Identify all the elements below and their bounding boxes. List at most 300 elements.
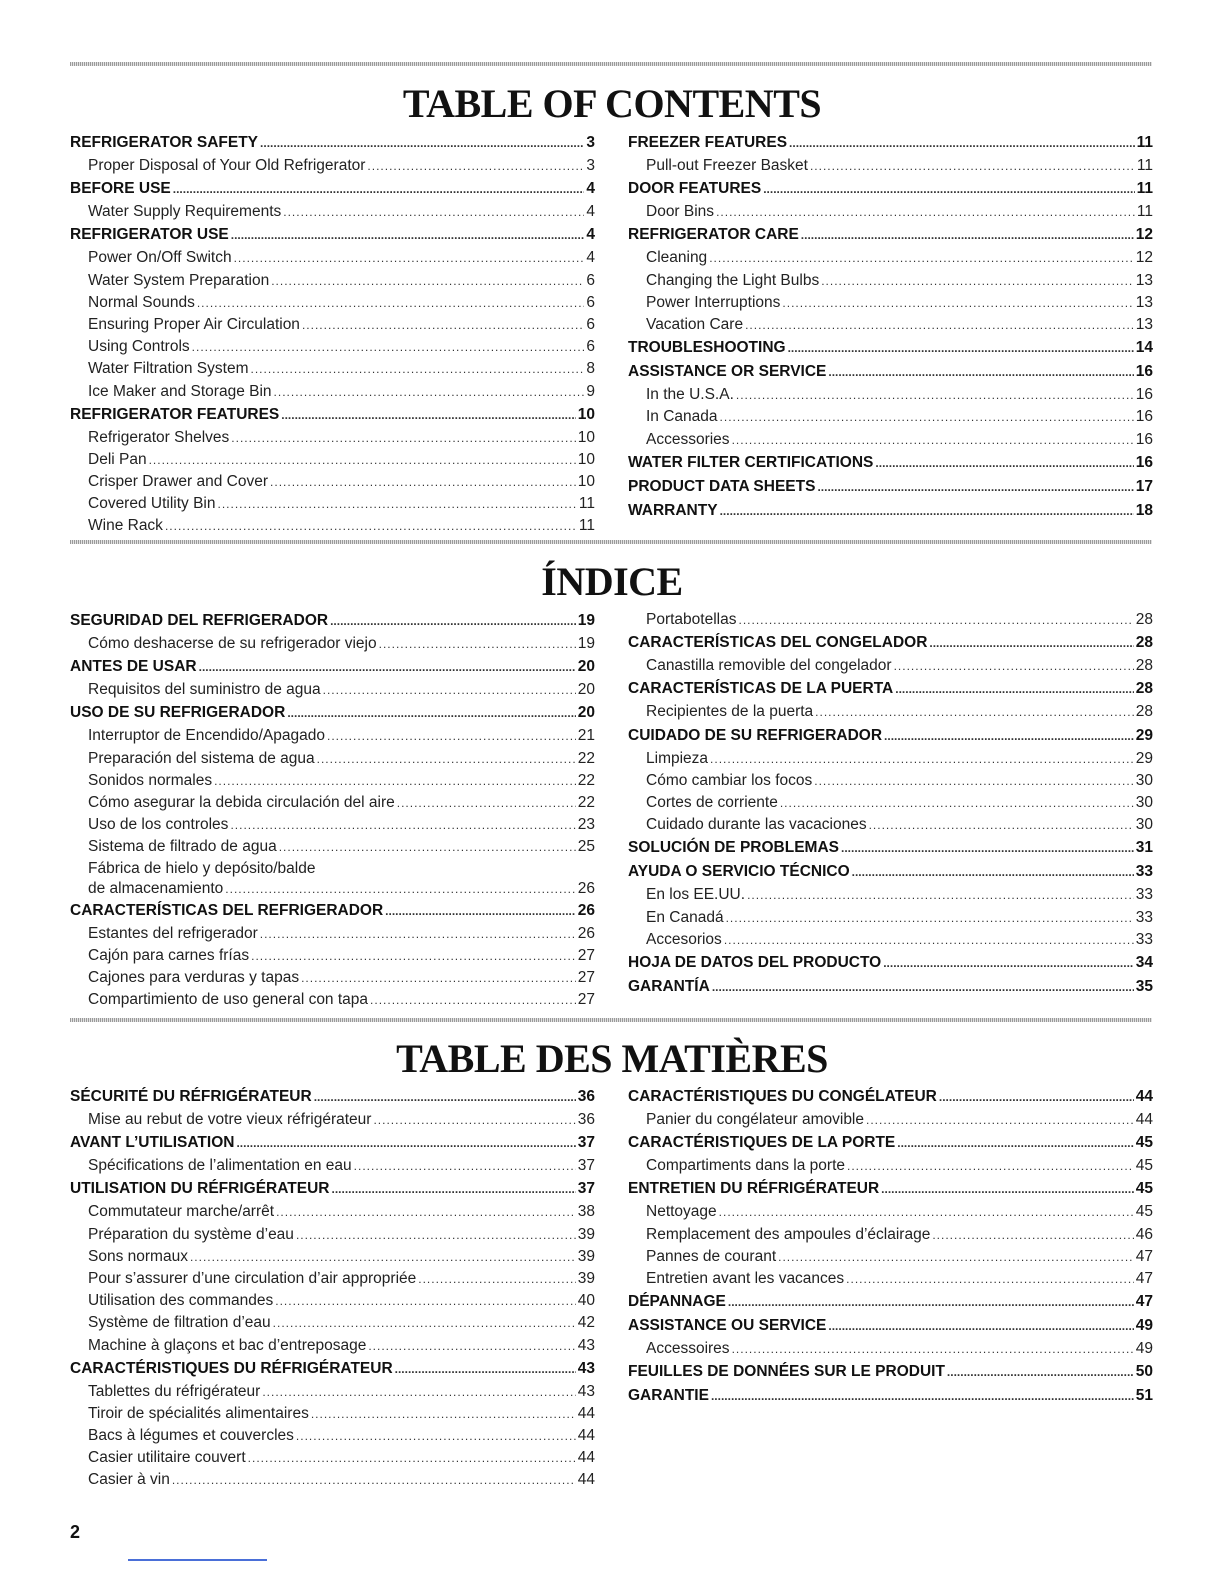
- toc-section-entry[interactable]: [628, 836, 1153, 860]
- entry-page-number: 8: [586, 360, 595, 378]
- entry-label: REFRIGERATOR CARE: [628, 226, 799, 244]
- entry-label: ASSISTANCE OU SERVICE: [628, 1317, 827, 1335]
- entry-page-number: 6: [586, 271, 595, 289]
- toc-entry[interactable]: [70, 836, 595, 858]
- toc-section-entry[interactable]: [628, 360, 1153, 384]
- entry-label: Power Interruptions: [646, 293, 781, 311]
- entry-page-number: 21: [577, 727, 595, 745]
- dot-leader: [199, 655, 576, 679]
- entry-label: Changing the Light Bulbs: [646, 271, 820, 289]
- toc-entry[interactable]: [70, 923, 595, 945]
- entry-label: Casier à vin: [88, 1471, 170, 1489]
- tdm-left-column: [70, 1085, 595, 1492]
- toc-section-entry[interactable]: [70, 223, 595, 247]
- toc-section-entry[interactable]: [628, 860, 1153, 884]
- entry-label: En Canadá: [646, 908, 724, 926]
- toc-entry[interactable]: [70, 314, 595, 336]
- entry-label: HOJA DE DATOS DEL PRODUCTO: [628, 953, 882, 971]
- dot-leader: [165, 515, 577, 537]
- toc-entry[interactable]: [628, 701, 1153, 723]
- dot-leader: [929, 631, 1133, 655]
- entry-label: SÉCURITÉ DU RÉFRIGÉRATEUR: [70, 1088, 312, 1105]
- toc-entry[interactable]: [70, 748, 595, 770]
- entry-label: Proper Disposal of Your Old Refrigerator: [88, 157, 366, 174]
- entry-page-number: 26: [577, 924, 595, 942]
- dot-leader: [763, 177, 1134, 201]
- entry-label: REFRIGERATOR FEATURES: [70, 405, 280, 423]
- dot-leader: [841, 836, 1134, 860]
- entry-label: AYUDA O SERVICIO TÉCNICO: [628, 863, 850, 881]
- dot-leader: [197, 292, 585, 314]
- entry-label: TROUBLESHOOTING: [628, 339, 786, 357]
- entry-label: Sonidos normales: [88, 771, 213, 789]
- entry-page-number: 36: [577, 1111, 595, 1128]
- entry-label: Tiroir de spécialités alimentaires: [88, 1404, 309, 1422]
- toc-entry[interactable]: [628, 247, 1153, 269]
- entry-page-number: 42: [577, 1314, 595, 1332]
- entry-label: Cuidado durante las vacaciones: [646, 816, 867, 834]
- indice-right-column: [628, 609, 1153, 999]
- toc-section-entry[interactable]: [70, 177, 595, 201]
- toc-entry[interactable]: [628, 929, 1153, 951]
- toc-entry[interactable]: [70, 1469, 595, 1491]
- entry-page-number: 13: [1135, 315, 1153, 333]
- entry-label: FREEZER FEATURES: [628, 134, 788, 151]
- entry-page-number: 4: [586, 180, 595, 198]
- dot-leader: [883, 951, 1134, 975]
- entry-label: CARACTÉRISTIQUES DE LA PORTE: [628, 1134, 896, 1152]
- dot-leader: [724, 929, 1134, 951]
- entry-label: Sons normaux: [88, 1247, 188, 1265]
- entry-page-number: 22: [577, 793, 595, 811]
- toc-entry[interactable]: [70, 1335, 595, 1357]
- toc-entry[interactable]: [70, 1447, 595, 1469]
- dot-leader: [225, 879, 575, 899]
- toc-section-entry[interactable]: [70, 1131, 595, 1155]
- dot-leader: [395, 1357, 576, 1381]
- entry-page-number: 16: [1135, 386, 1153, 404]
- section-divider-1: [70, 540, 1152, 544]
- toc-entry[interactable]: [628, 1338, 1153, 1360]
- dot-leader: [852, 860, 1134, 884]
- toc-section-entry[interactable]: [628, 951, 1153, 975]
- dot-leader: [251, 945, 576, 967]
- toc-entry[interactable]: [70, 292, 595, 314]
- entry-page-number: 30: [1135, 771, 1153, 789]
- toc-section-entry[interactable]: [70, 131, 595, 155]
- toc-entry[interactable]: [70, 358, 595, 380]
- entry-page-number: 4: [586, 249, 595, 267]
- entry-page-number: 33: [1135, 930, 1153, 948]
- toc-entry[interactable]: [70, 1268, 595, 1290]
- entry-label: Panier du congélateur amovible: [646, 1111, 864, 1128]
- entry-label: Sistema de filtrado de agua: [88, 838, 277, 856]
- toc-entry[interactable]: [70, 967, 595, 989]
- entry-page-number: 6: [586, 293, 595, 311]
- entry-label: Water Supply Requirements: [88, 203, 282, 221]
- toc-entry[interactable]: [628, 314, 1153, 336]
- entry-label: GARANTIE: [628, 1387, 709, 1405]
- toc-section-entry[interactable]: [628, 336, 1153, 360]
- dot-leader: [276, 1201, 576, 1223]
- entry-label: DÉPANNAGE: [628, 1293, 726, 1311]
- toc-entry[interactable]: [70, 247, 595, 269]
- toc-entry[interactable]: [70, 381, 595, 403]
- dot-leader: [720, 499, 1134, 523]
- toc-entry[interactable]: [628, 1201, 1153, 1223]
- entry-page-number: 39: [577, 1225, 595, 1243]
- toc-entry[interactable]: [70, 1246, 595, 1268]
- toc-entry[interactable]: [628, 1155, 1153, 1177]
- dot-leader: [815, 701, 1134, 723]
- entry-label: FEUILLES DE DONNÉES SUR LE PRODUIT: [628, 1363, 945, 1381]
- toc-section-entry[interactable]: [628, 724, 1153, 748]
- entry-label: CARACTERÍSTICAS DEL CONGELADOR: [628, 634, 928, 652]
- entry-label: Ice Maker and Storage Bin: [88, 382, 272, 400]
- entry-page-number: 39: [577, 1247, 595, 1265]
- toc-entry[interactable]: [70, 201, 595, 223]
- dot-leader: [732, 1338, 1134, 1360]
- toc-section-entry[interactable]: [628, 1384, 1153, 1408]
- entry-label: Pour s’assurer d’une circulation d’air appropriée: [88, 1269, 417, 1287]
- entry-label: SEGURIDAD DEL REFRIGERADOR: [70, 612, 329, 629]
- dot-leader: [248, 1447, 576, 1469]
- entry-page-number: 25: [577, 838, 595, 856]
- toc-section-entry[interactable]: [628, 475, 1153, 499]
- entry-label: Utilisation des commandes: [88, 1292, 274, 1310]
- entry-page-number: 4: [586, 226, 595, 244]
- entry-page-number: 36: [577, 1088, 595, 1105]
- toc-entry[interactable]: [70, 945, 595, 967]
- entry-label: ANTES DE USAR: [70, 658, 197, 676]
- toc-entry[interactable]: [628, 792, 1153, 814]
- toc-entry[interactable]: [70, 1425, 595, 1447]
- entry-page-number: 28: [1135, 657, 1153, 675]
- toc-entry[interactable]: [628, 609, 1153, 631]
- toc-entry[interactable]: [628, 907, 1153, 929]
- tdm-title: TABLE DES MATIÈRES: [396, 1036, 828, 1081]
- dot-leader: [821, 270, 1134, 292]
- entry-label: Wine Rack: [88, 517, 163, 535]
- dot-leader: [782, 292, 1133, 314]
- entry-page-number: 27: [577, 991, 595, 1009]
- dot-leader: [847, 1155, 1134, 1177]
- entry-page-number: 47: [1135, 1269, 1153, 1287]
- entry-label: Compartimiento de uso general con tapa: [88, 991, 369, 1009]
- entry-page-number: 49: [1135, 1317, 1153, 1335]
- entry-label: Covered Utility Bin: [88, 495, 216, 513]
- entry-page-number: 22: [577, 749, 595, 767]
- entry-page-number: 37: [577, 1157, 595, 1175]
- dot-leader: [234, 247, 585, 269]
- dot-leader: [331, 1177, 575, 1201]
- entry-page-number: 13: [1135, 293, 1153, 311]
- entry-page-number: 28: [1135, 611, 1153, 628]
- toc-entry[interactable]: [70, 449, 595, 471]
- entry-label: Accessoires: [646, 1340, 730, 1358]
- toc-entry[interactable]: [70, 155, 595, 177]
- dot-leader: [732, 429, 1134, 451]
- entry-page-number: 27: [577, 946, 595, 964]
- toc-title: TABLE OF CONTENTS: [402, 81, 822, 126]
- entry-label-continued: de almacenamiento: [88, 879, 224, 897]
- toc-section-entry[interactable]: [628, 1085, 1153, 1109]
- dot-leader: [939, 1085, 1134, 1109]
- entry-label: WARRANTY: [628, 501, 718, 519]
- entry-page-number: 11: [1136, 203, 1153, 221]
- entry-page-number: 16: [1135, 453, 1153, 471]
- dot-leader: [327, 725, 576, 747]
- toc-entry[interactable]: [628, 429, 1153, 451]
- toc-entry[interactable]: [70, 471, 595, 493]
- entry-page-number: 9: [586, 382, 595, 400]
- toc-entry[interactable]: [70, 679, 595, 701]
- toc-section-entry[interactable]: [70, 655, 595, 679]
- dot-leader: [368, 1335, 575, 1357]
- dot-leader: [330, 609, 576, 633]
- entry-label: Système de filtration d’eau: [88, 1314, 271, 1332]
- toc-entry[interactable]: [70, 989, 595, 1011]
- entry-label: SOLUCIÓN DE PROBLEMAS: [628, 839, 839, 857]
- toc-entry[interactable]: [628, 770, 1153, 792]
- toc-section-entry[interactable]: [628, 499, 1153, 523]
- toc-entry[interactable]: [70, 1290, 595, 1312]
- entry-label: Cómo deshacerse de su refrigerador viejo: [88, 635, 377, 652]
- entry-label: Compartiments dans la porte: [646, 1157, 846, 1175]
- entry-page-number: 6: [586, 315, 595, 333]
- dot-leader: [846, 1268, 1134, 1290]
- dot-leader: [149, 449, 576, 471]
- entry-label: CARACTERÍSTICAS DE LA PUERTA: [628, 680, 894, 698]
- toc-entry[interactable]: [628, 814, 1153, 836]
- entry-label: Accessories: [646, 430, 730, 448]
- dot-leader: [311, 1403, 576, 1425]
- toc-entry[interactable]: [628, 1246, 1153, 1268]
- toc-entry[interactable]: [70, 1201, 595, 1223]
- toc-entry[interactable]: [70, 1381, 595, 1403]
- toc-entry[interactable]: [70, 1403, 595, 1425]
- toc-entry[interactable]: [70, 814, 595, 836]
- dot-leader: [274, 381, 585, 403]
- entry-label: En los EE.UU.: [646, 886, 746, 904]
- toc-entry[interactable]: [628, 748, 1153, 770]
- entry-label: Fábrica de hielo y depósito/balde: [88, 859, 316, 877]
- dot-leader: [279, 836, 576, 858]
- toc-entry[interactable]: [70, 336, 595, 358]
- entry-label: USO DE SU REFRIGERADOR: [70, 704, 286, 722]
- dot-leader: [271, 270, 584, 292]
- dot-leader: [716, 201, 1135, 223]
- toc-entry[interactable]: [70, 1109, 595, 1131]
- toc-section-entry[interactable]: [628, 1131, 1153, 1155]
- entry-page-number: 19: [577, 635, 595, 652]
- toc-entry[interactable]: [628, 201, 1153, 223]
- dot-leader: [947, 1360, 1134, 1384]
- toc-section-entry[interactable]: [628, 677, 1153, 701]
- entry-page-number: 40: [577, 1292, 595, 1310]
- entry-page-number: 16: [1135, 430, 1153, 448]
- dot-leader: [354, 1155, 576, 1177]
- dot-leader: [367, 155, 584, 177]
- toc-entry[interactable]: [628, 270, 1153, 292]
- toc-section-entry[interactable]: [628, 1314, 1153, 1338]
- dot-leader: [379, 633, 576, 655]
- toc-section-entry[interactable]: [628, 223, 1153, 247]
- dot-leader: [192, 336, 585, 358]
- toc-section-entry[interactable]: [70, 403, 595, 427]
- dot-leader: [828, 360, 1133, 384]
- toc-section-entry[interactable]: [628, 631, 1153, 655]
- entry-page-number: 16: [1135, 363, 1153, 381]
- entry-label: Uso de los controles: [88, 816, 229, 834]
- entry-page-number: 30: [1135, 816, 1153, 834]
- toc-section-entry[interactable]: [628, 451, 1153, 475]
- toc-entry[interactable]: [70, 633, 595, 655]
- entry-page-number: 31: [1135, 839, 1153, 857]
- toc-left-column: [70, 131, 595, 538]
- dot-leader: [230, 814, 575, 836]
- entry-page-number: 10: [577, 473, 595, 491]
- dot-leader: [828, 1314, 1133, 1338]
- entry-label: Cortes de corriente: [646, 793, 778, 811]
- dot-leader: [231, 223, 585, 247]
- dot-leader: [866, 1109, 1134, 1131]
- dot-leader: [780, 792, 1134, 814]
- entry-label: Remplacement des ampoules d’éclairage: [646, 1225, 931, 1243]
- toc-entry[interactable]: [628, 155, 1153, 177]
- entry-page-number: 43: [577, 1359, 595, 1377]
- entry-label: Bacs à légumes et couvercles: [88, 1427, 294, 1445]
- toc-entry[interactable]: [70, 770, 595, 792]
- entry-label: Entretien avant les vacances: [646, 1269, 845, 1287]
- dot-leader: [218, 493, 577, 515]
- toc-section-entry[interactable]: [628, 1177, 1153, 1201]
- toc-entry[interactable]: [70, 1312, 595, 1334]
- entry-page-number: 19: [577, 612, 595, 629]
- toc-section-entry[interactable]: [628, 177, 1153, 201]
- entry-label: Pull-out Freezer Basket: [646, 157, 808, 174]
- entry-page-number: 44: [577, 1449, 595, 1467]
- toc-section-entry[interactable]: [70, 1085, 595, 1109]
- toc-entry[interactable]: [70, 1224, 595, 1246]
- toc-section-entry[interactable]: [70, 1177, 595, 1201]
- dot-leader: [251, 358, 585, 380]
- dot-leader: [296, 1425, 576, 1447]
- entry-label: Spécifications de l’alimentation en eau: [88, 1157, 352, 1175]
- entry-page-number: 20: [577, 658, 595, 676]
- dot-leader: [814, 770, 1133, 792]
- dot-leader: [273, 1312, 576, 1334]
- entry-label: Cómo asegurar la debida circulación del aire: [88, 793, 395, 811]
- entry-page-number: 46: [1135, 1225, 1153, 1243]
- toc-entry[interactable]: [70, 859, 595, 899]
- toc-section-entry[interactable]: [628, 975, 1153, 999]
- entry-label: Cajones para verduras y tapas: [88, 968, 300, 986]
- toc-section-entry[interactable]: [628, 131, 1153, 155]
- entry-page-number: 50: [1135, 1363, 1153, 1381]
- entry-page-number: 34: [1135, 953, 1153, 971]
- toc-section-entry[interactable]: [70, 899, 595, 923]
- entry-label: Estantes del refrigerador: [88, 924, 258, 942]
- toc-entry[interactable]: [628, 1268, 1153, 1290]
- toc-entry[interactable]: [70, 792, 595, 814]
- entry-page-number: 18: [1135, 501, 1153, 519]
- entry-label: Door Bins: [646, 203, 715, 221]
- toc-section-entry[interactable]: [70, 1357, 595, 1381]
- toc-entry[interactable]: [628, 384, 1153, 406]
- toc-entry[interactable]: [70, 270, 595, 292]
- toc-entry[interactable]: [628, 655, 1153, 677]
- entry-label: BEFORE USE: [70, 180, 171, 198]
- toc-section-entry[interactable]: [628, 1290, 1153, 1314]
- entry-page-number: 30: [1135, 793, 1153, 811]
- dot-leader: [712, 975, 1134, 999]
- toc-entry[interactable]: [628, 1109, 1153, 1131]
- toc-entry[interactable]: [628, 292, 1153, 314]
- entry-label: Requisitos del suministro de agua: [88, 681, 321, 699]
- entry-label: Water Filtration System: [88, 360, 249, 378]
- dot-leader: [283, 201, 584, 223]
- entry-label: Vacation Care: [646, 315, 744, 333]
- dot-leader: [231, 427, 575, 449]
- entry-label: CARACTÉRISTIQUES DU CONGÉLATEUR: [628, 1088, 937, 1105]
- entry-page-number: 14: [1135, 339, 1153, 357]
- toc-entry[interactable]: [628, 884, 1153, 906]
- toc-section-entry[interactable]: [628, 1360, 1153, 1384]
- dot-leader: [745, 314, 1134, 336]
- toc-entry[interactable]: [70, 515, 595, 537]
- top-divider: [70, 62, 1152, 66]
- dot-leader: [778, 1246, 1134, 1268]
- entry-page-number: 11: [578, 495, 595, 513]
- entry-label: CUIDADO DE SU REFRIGERADOR: [628, 726, 883, 744]
- toc-entry[interactable]: [70, 493, 595, 515]
- entry-label: Refrigerator Shelves: [88, 428, 230, 446]
- toc-entry[interactable]: [70, 1155, 595, 1177]
- dot-leader: [738, 609, 1133, 631]
- dot-leader: [317, 748, 576, 770]
- dot-leader: [720, 406, 1134, 428]
- dot-leader: [801, 223, 1134, 247]
- toc-section-entry[interactable]: [70, 609, 595, 633]
- entry-label: Deli Pan: [88, 450, 147, 468]
- dot-leader: [260, 923, 576, 945]
- entry-label: WATER FILTER CERTIFICATIONS: [628, 453, 874, 471]
- entry-label: Cleaning: [646, 249, 708, 267]
- dot-leader: [385, 899, 576, 923]
- entry-page-number: 12: [1135, 226, 1153, 244]
- dot-leader: [817, 475, 1133, 499]
- entry-page-number: 44: [577, 1471, 595, 1489]
- entry-label: Preparación del sistema de agua: [88, 749, 315, 767]
- entry-page-number: 33: [1135, 886, 1153, 904]
- entry-page-number: 37: [577, 1134, 595, 1152]
- toc-section-entry[interactable]: [70, 701, 595, 725]
- toc-entry[interactable]: [628, 1224, 1153, 1246]
- toc-entry[interactable]: [70, 725, 595, 747]
- entry-page-number: 3: [586, 157, 595, 174]
- dot-leader: [894, 655, 1134, 677]
- entry-page-number: 47: [1135, 1247, 1153, 1265]
- dot-leader: [895, 677, 1134, 701]
- entry-label: Commutateur marche/arrêt: [88, 1203, 275, 1221]
- toc-entry[interactable]: [70, 427, 595, 449]
- entry-label: Ensuring Proper Air Circulation: [88, 315, 300, 333]
- dot-leader: [397, 792, 576, 814]
- entry-page-number: 43: [577, 1382, 595, 1400]
- toc-entry[interactable]: [628, 406, 1153, 428]
- entry-label: DOOR FEATURES: [628, 180, 762, 198]
